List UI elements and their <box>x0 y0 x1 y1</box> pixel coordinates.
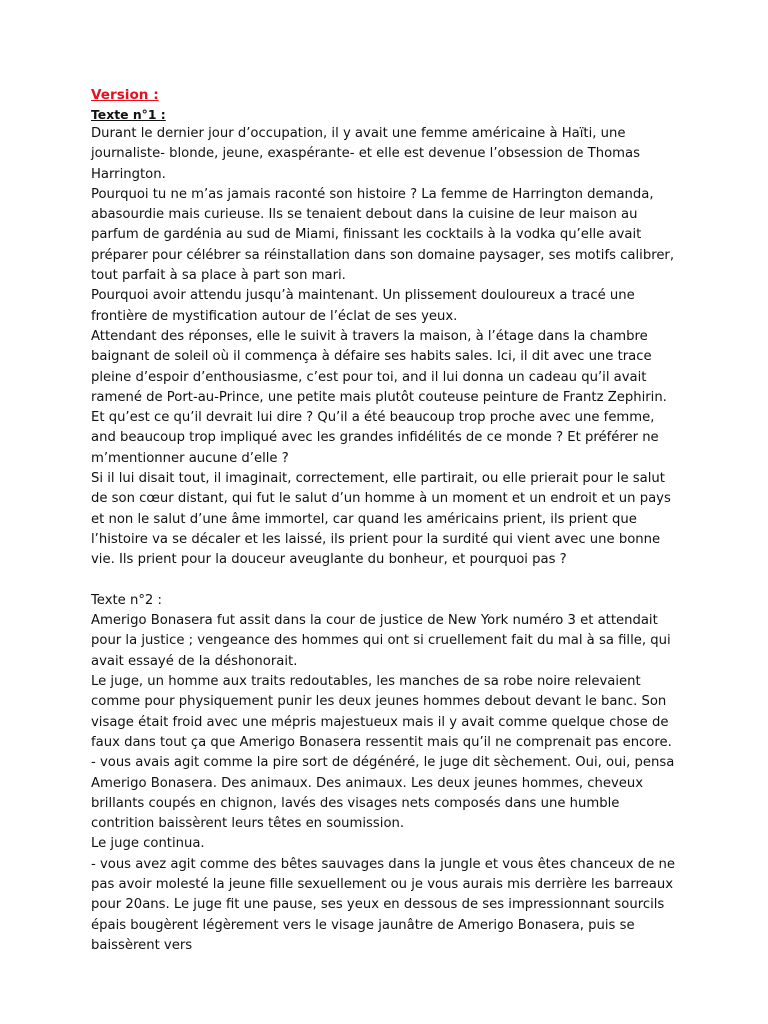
paragraph: Amerigo Bonasera fut assit dans la cour de justice de New York numéro 3 et attendait pour la justice ; vengeance des hommes qui ont si cruellement fait du mal à sa fille, qui avait essayé de la déshonorait. <box>91 613 671 669</box>
paragraph: Pourquoi avoir attendu jusqu’à maintenant. Un plissement douloureux a tracé une frontière de mystification autour de l’éclat de ses yeux. <box>91 288 635 324</box>
paragraph: Pourquoi tu ne m’as jamais raconté son histoire ? La femme de Harrington demanda, abasourdie mais curieuse. Ils se tenaient debout dans la cuisine de leur maison au parfum de gardénia au sud de Miami, finissant les cocktails à la vodka qu’elle avait préparer pour célébrer sa réinstallation dans son domaine paysager, ses motifs calibrer, tout parfait à sa place à part son mari. <box>91 186 675 284</box>
paragraph: Si il lui disait tout, il imaginait, correctement, elle partirait, ou elle prierait pour le salut de son cœur distant, qui fut le salut d’un homme à un moment et un endroit et un pays et non le salut d’une âme immortel, car quand les américains prient, ils prient que l’histoire va se décaler et les laissé, ils prient pour la surdité qui vient avec une bonne vie. Ils prient pour la douceur aveuglante du bonheur, et pourquoi pas ? <box>91 471 671 568</box>
section-texte-1 <box>91 106 681 571</box>
paragraph: - vous avais agit comme la pire sort de dégénéré, le juge dit sèchement. Oui, oui, pensa Amerigo Bonasera. Des animaux. Des animaux. Les deux jeunes hommes, cheveux brillants coupés en chignon, lavés des visages nets composés dans une humble contrition baissèrent leurs têtes en soumission. <box>91 755 675 832</box>
paragraph: Attendant des réponses, elle le suivit à travers la maison, à l’étage dans la chambre baignant de soleil où il commença à défaire ses habits sales. Ici, il dit avec une trace pleine d’espoir d’enthousiasme, c’est pour toi, and il lui donna un cadeau qu’il avait ramené de Port-au-Prince, une petite mais plutôt couteuse peinture de Frantz Zephirin. <box>91 328 667 405</box>
section-heading: Texte n°1 : <box>91 107 166 122</box>
section-texte-2 <box>91 591 681 956</box>
section-spacer <box>91 571 681 591</box>
paragraph: Durant le dernier jour d’occupation, il y avait une femme américaine à Haïti, une journaliste- blonde, jeune, exaspérante- et elle est devenue l’obsession de Thomas Harrington. <box>91 126 640 182</box>
version-title: Version : <box>91 87 159 103</box>
document-body <box>91 84 681 956</box>
section-heading: Texte n°2 : <box>91 592 162 608</box>
paragraph: Le juge, un homme aux traits redoutables, les manches de sa robe noire relevaient comme pour physiquement punir les deux jeunes hommes debout devant le banc. Son visage était froid avec une mépris majestueux mais il y avait comme quelque chose de faux dans tout ça que Amerigo Bonasera ressentit mais qu’il ne comprenait pas encore. <box>91 674 672 750</box>
paragraph: Le juge continua. <box>91 836 205 852</box>
paragraph: - vous avez agit comme des bêtes sauvages dans la jungle et vous êtes chanceux de ne pas avoir molesté la jeune fille sexuellement ou je vous aurais mis derrière les barreaux pour 20ans. Le juge fit une pause, ses yeux en dessous de ses impressionnant sourcils épais bougèrent légèrement vers le visage jaunâtre de Amerigo Bonasera, puis se baissèrent vers <box>91 856 675 953</box>
paragraph: Et qu’est ce qu’il devrait lui dire ? Qu’il a été beaucoup trop proche avec une femme, and beaucoup trop impliqué avec les grandes infidélités de ce monde ? Et préférer ne m’mentionner aucune d’elle ? <box>91 410 659 466</box>
